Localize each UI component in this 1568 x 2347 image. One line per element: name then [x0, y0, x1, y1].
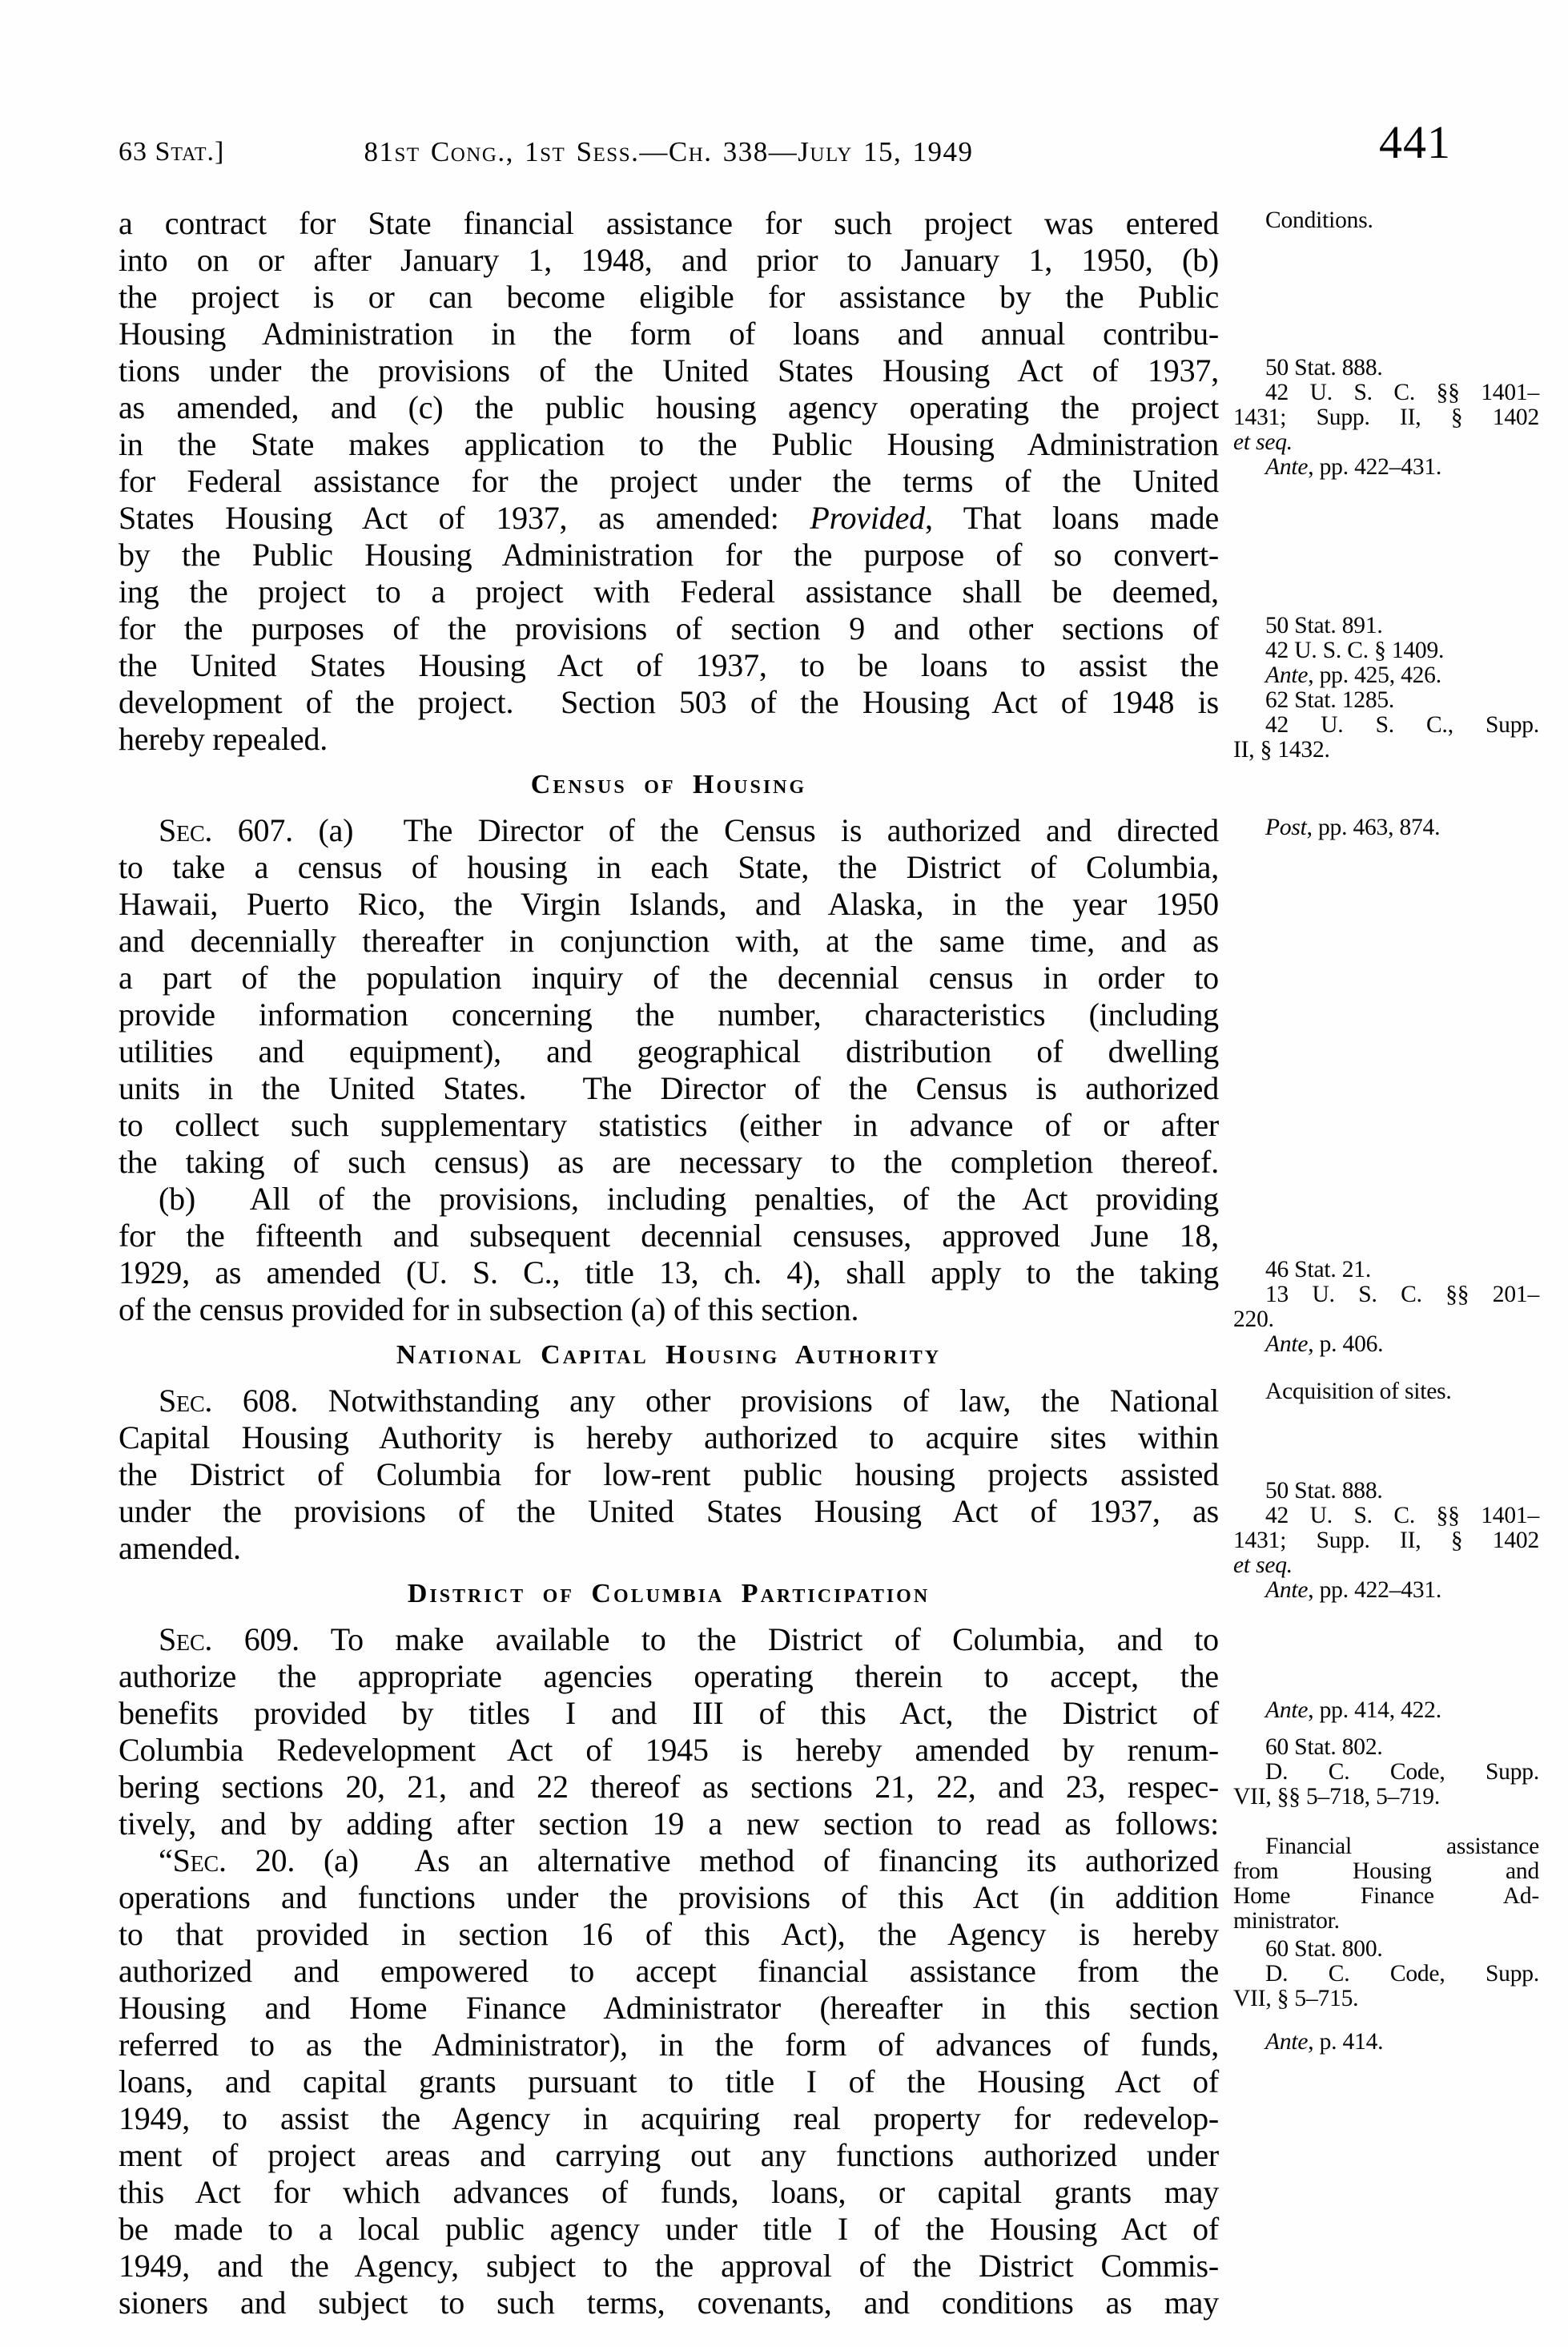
margin-note-line: Post, pp. 463, 874.: [1265, 815, 1441, 840]
margin-note-line: 60 Stat. 800.: [1265, 1936, 1383, 1962]
body-line: (b) All of the provisions, including penalties, of the Act providing: [159, 1181, 1219, 1217]
body-line: the taking of such census) as are necessary to the completion thereof.: [119, 1144, 1219, 1180]
body-line: a contract for State financial assistance for such project was entered: [119, 205, 1219, 241]
body-line: sioners and subject to such terms, covenants, and conditions as may: [119, 2285, 1219, 2321]
margin-note: [1233, 356, 1539, 480]
margin-note-line: Ante, p. 414.: [1265, 2029, 1384, 2055]
margin-note-line: 220.: [1233, 1306, 1274, 1332]
margin-note-line: 42 U. S. C., Supp.: [1265, 712, 1539, 738]
margin-note-line: Ante, pp. 422–431.: [1265, 454, 1442, 480]
body-line: Hawaii, Puerto Rico, the Virgin Islands, and Alaska, in the year 1950: [119, 886, 1219, 922]
body-line: to take a census of housing in each State, the District of Columbia,: [119, 849, 1219, 885]
body-paragraph: [119, 1181, 1219, 1328]
body-line: Housing Administration in the form of loans and annual contribu-: [119, 316, 1219, 352]
margin-note-line: Ante, pp. 414, 422.: [1265, 1697, 1441, 1723]
body-line: Columbia Redevelopment Act of 1945 is hereby amended by renum-: [119, 1732, 1219, 1768]
margin-note-line: D. C. Code, Supp.: [1265, 1759, 1539, 1785]
body-line: amended.: [119, 1530, 241, 1566]
page-number: 441: [1379, 116, 1451, 168]
margin-note-line: 42 U. S. C. §§ 1401–: [1265, 380, 1539, 405]
body-line: provide information concerning the number, characteristics (including: [119, 996, 1219, 1033]
body-line: 1929, as amended (U. S. C., title 13, ch. 4), shall apply to the taking: [119, 1254, 1219, 1290]
body-line: development of the project. Section 503 of the Housing Act of 1948 is: [119, 684, 1219, 720]
margin-note: [1233, 1834, 1539, 1934]
body-line: referred to as the Administrator), in the form of advances of funds,: [119, 2027, 1219, 2063]
margin-note: [1233, 1379, 1539, 1404]
body-line: authorize the appropriate agencies operating therein to accept, the: [119, 1658, 1219, 1694]
margin-note-line: ministrator.: [1233, 1908, 1340, 1934]
margin-note: [1233, 2030, 1539, 2055]
volume-citation: 63 Stat.]: [119, 137, 225, 167]
section-heading: National Capital Housing Authority: [396, 1340, 942, 1370]
margin-note-line: 50 Stat. 888.: [1265, 1478, 1383, 1504]
body-paragraph: [119, 812, 1219, 1181]
section-heading: Census of Housing: [530, 770, 807, 799]
body-line: operations and functions under the provisions of this Act (in addition: [119, 1879, 1219, 1915]
session-title: 81st Cong., 1st Sess.—Ch. 338—July 15, 1949: [364, 136, 974, 167]
body-line: ment of project areas and carrying out any functions authorized under: [119, 2137, 1219, 2173]
margin-note-line: 13 U. S. C. §§ 201–: [1265, 1282, 1539, 1307]
body-line: Sec. 609. To make available to the District of Columbia, and to: [159, 1621, 1219, 1657]
body-line: 1949, to assist the Agency in acquiring real property for redevelop-: [119, 2100, 1219, 2136]
body-line: the project is or can become eligible for assistance by the Public: [119, 279, 1219, 315]
body-line: States Housing Act of 1937, as amended: Provided, That loans made: [119, 500, 1219, 536]
body-line: and decennially thereafter in conjunction with, at the same time, and as: [119, 923, 1219, 959]
body-line: loans, and capital grants pursuant to title I of the Housing Act of: [119, 2063, 1219, 2099]
margin-note-line: et seq.: [1233, 429, 1293, 455]
margin-note-line: 46 Stat. 21.: [1265, 1257, 1371, 1282]
body-line: to that provided in section 16 of this Act), the Agency is hereby: [119, 1916, 1219, 1952]
section-heading: District of Columbia Participation: [407, 1579, 931, 1608]
body-line: be made to a local public agency under title I of the Housing Act of: [119, 2211, 1219, 2247]
margin-note-line: Ante, pp. 422–431.: [1265, 1577, 1442, 1603]
margin-note: [1233, 1937, 1539, 2011]
margin-note: [1233, 614, 1539, 763]
margin-note-line: 60 Stat. 802.: [1265, 1734, 1383, 1760]
body-line: for Federal assistance for the project under the terms of the United: [119, 463, 1219, 499]
margin-note-line: 50 Stat. 888.: [1265, 355, 1383, 380]
margin-note-line: 50 Stat. 891.: [1265, 613, 1383, 638]
margin-note: [1233, 815, 1539, 840]
body-line: as amended, and (c) the public housing agency operating the project: [119, 389, 1219, 425]
margin-note-line: et seq.: [1233, 1552, 1293, 1578]
body-line: for the fifteenth and subsequent decennial censuses, approved June 18,: [119, 1218, 1219, 1254]
margin-note-line: 1431; Supp. II, § 1402: [1233, 405, 1539, 430]
body-line: the District of Columbia for low-rent public housing projects assisted: [119, 1456, 1219, 1492]
body-line: tively, and by adding after section 19 a new section to read as follows:: [119, 1806, 1219, 1842]
body-line: hereby repealed.: [119, 721, 328, 757]
margin-note-line: VII, § 5–715.: [1233, 1986, 1359, 2011]
body-line: Sec. 607. (a) The Director of the Census is authorized and directed: [159, 812, 1219, 848]
margin-column: [1233, 0, 1539, 2347]
running-head: [119, 127, 1219, 168]
body-line: the United States Housing Act of 1937, to be loans to assist the: [119, 647, 1219, 683]
margin-note: [1233, 1479, 1539, 1603]
margin-note: [1233, 208, 1539, 233]
body-line: this Act for which advances of funds, loans, or capital grants may: [119, 2174, 1219, 2210]
body-line: in the State makes application to the Public Housing Administration: [119, 426, 1219, 462]
body-paragraph: [119, 1842, 1219, 2321]
body-line: ing the project to a project with Federal assistance shall be deemed,: [119, 574, 1219, 610]
body-column: [119, 205, 1219, 2321]
body-paragraph: [119, 205, 1219, 758]
margin-note-line: Acquisition of sites.: [1265, 1379, 1452, 1404]
margin-note: [1233, 1735, 1539, 1810]
margin-note-line: II, § 1432.: [1233, 737, 1330, 763]
margin-note-line: Home Finance Ad-: [1233, 1883, 1539, 1909]
body-line: Housing and Home Finance Administrator (hereafter in this section: [119, 1990, 1219, 2026]
body-line: of the census provided for in subsection (a) of this section.: [119, 1291, 859, 1327]
body-line: units in the United States. The Director of the Census is authorized: [119, 1070, 1219, 1106]
body-line: Sec. 608. Notwithstanding any other provisions of law, the National: [159, 1383, 1219, 1419]
body-line: to collect such supplementary statistics (either in advance of or after: [119, 1107, 1219, 1143]
body-line: under the provisions of the United States Housing Act of 1937, as: [119, 1493, 1219, 1529]
margin-note-line: 42 U. S. C. § 1409.: [1265, 638, 1445, 663]
body-paragraph: [119, 1621, 1219, 1842]
margin-note-line: Financial assistance: [1265, 1834, 1539, 1859]
body-line: 1949, and the Agency, subject to the approval of the District Commis-: [119, 2248, 1219, 2284]
body-line: utilities and equipment), and geographical distribution of dwelling: [119, 1033, 1219, 1069]
margin-note-line: D. C. Code, Supp.: [1265, 1961, 1539, 1987]
body-line: a part of the population inquiry of the decennial census in order to: [119, 960, 1219, 996]
margin-note-line: VII, §§ 5–718, 5–719.: [1233, 1784, 1441, 1810]
margin-note: [1233, 1698, 1539, 1723]
body-line: bering sections 20, 21, and 22 thereof as sections 21, 22, and 23, respec-: [119, 1769, 1219, 1805]
margin-note-line: 42 U. S. C. §§ 1401–: [1265, 1503, 1539, 1528]
body-line: by the Public Housing Administration for the purpose of so convert-: [119, 537, 1219, 573]
body-line: for the purposes of the provisions of section 9 and other sections of: [119, 610, 1219, 646]
margin-note-line: Ante, pp. 425, 426.: [1265, 662, 1441, 688]
body-line: “Sec. 20. (a) As an alternative method of financing its authorized: [159, 1842, 1219, 1878]
margin-note-line: 62 Stat. 1285.: [1265, 687, 1395, 713]
margin-note-line: Ante, p. 406.: [1265, 1331, 1384, 1357]
margin-note-line: 1431; Supp. II, § 1402: [1233, 1528, 1539, 1553]
body-paragraph: [119, 1383, 1219, 1567]
body-line: benefits provided by titles I and III of this Act, the District of: [119, 1695, 1219, 1731]
margin-note-line: Conditions.: [1265, 207, 1373, 233]
margin-note-line: from Housing and: [1233, 1858, 1539, 1884]
margin-note: [1233, 1258, 1539, 1357]
body-line: into on or after January 1, 1948, and prior to January 1, 1950, (b): [119, 242, 1219, 278]
body-line: authorized and empowered to accept financial assistance from the: [119, 1953, 1219, 1989]
body-line: tions under the provisions of the United States Housing Act of 1937,: [119, 352, 1219, 388]
body-line: Capital Housing Authority is hereby authorized to acquire sites within: [119, 1419, 1219, 1455]
